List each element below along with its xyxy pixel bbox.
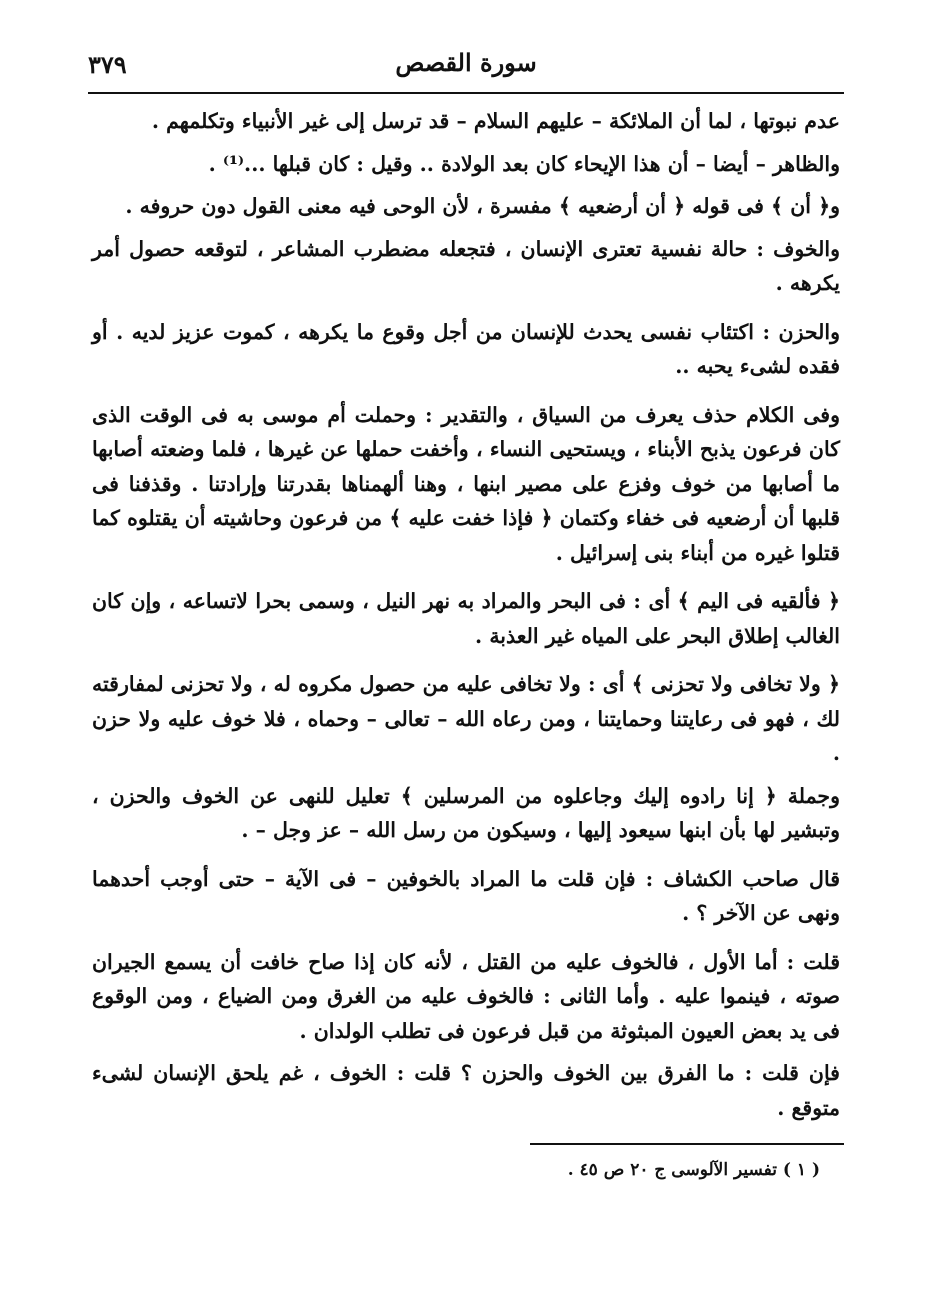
paragraph: عدم نبوتها ، لما أن الملائكة – عليهم السلام – قد ترسل إلى غير الأنبياء وتكلمهم . — [151, 109, 840, 133]
paragraph: وفى الكلام حذف يعرف من السياق ، والتقدير : وحملت أم موسى به فى الوقت الذى كان فرعون يذبح الأبناء ، ويستحيى النساء ، وأخفت حملها عن غيرها ، فلما وضعته أصابها ما أصابها من خوف وفزع على مصير ابنها ، وهنا ألهمناها بقدرتنا وإرادتنا . وقذفنا فى قلبها أن أرضعيه فى خفاء وكتمان ﴿ فإذا خفت عليه ﴾ من فرعون وحاشيته أن يقتلوه كما قتلوا غيره من أبناء بنى إسرائيل . — [92, 402, 840, 565]
paragraph: و﴿ أن ﴾ فى قوله ﴿ أن أرضعيه ﴾ مفسرة ، لأن الوحى فيه معنى القول دون حروفه . — [125, 194, 840, 218]
paragraph: ﴿ ولا تخافى ولا تحزنى ﴾ أى : ولا تخافى عليه من حصول مكروه له ، ولا تحزنى لمفارقته لك ، فهو فى رعايتنا وحمايتنا ، ومن رعاه الله – تعالى – وحماه ، فلا خوف عليه ولا حزن . — [92, 672, 840, 765]
header-divider — [88, 92, 844, 94]
paragraph: قلت : أما الأول ، فالخوف عليه من القتل ، لأنه كان إذا صاح خافت أن يسمع الجيران صوته ، فينموا عليه . وأما الثانى : فالخوف عليه من الغرق ومن الضياع ، ومن الوقوع فى يد بعض العيون المبثوثة من قبل فرعون فى تطلب الولدان . — [92, 949, 840, 1043]
paragraph: والظاهر – أيضا – أن هذا الإيحاء كان بعد الولادة .. وقيل : كان قبلها ...⁽¹⁾ . — [208, 151, 840, 176]
paragraph: ﴿ فألقيه فى اليم ﴾ أى : فى البحر والمراد به نهر النيل ، وسمى بحرا لاتساعه ، وإن كان الغالب إطلاق البحر على المياه غير العذبة . — [92, 589, 840, 648]
page-body — [92, 104, 840, 1133]
footnote-divider — [530, 1143, 844, 1145]
footnote: ( ١ ) تفسير الآلوسى ج ٢٠ ص ٤٥ . — [567, 1160, 820, 1180]
paragraph: وجملة ﴿ إنا رادوه إليك وجاعلوه من المرسلين ﴾ تعليل للنهى عن الخوف والحزن ، وتبشير لها بأن ابنها سيعود إليها ، وسيكون من رسل الله – عز وجل – . — [92, 783, 840, 842]
paragraph: فإن قلت : ما الفرق بين الخوف والحزن ؟ قلت : الخوف ، غم يلحق الإنسان لشىء متوقع . — [92, 1061, 840, 1120]
surah-title: سورة القصص — [395, 48, 537, 77]
page-header — [88, 44, 844, 84]
page-number: ٣٧٩ — [88, 50, 127, 79]
paragraph: والخوف : حالة نفسية تعترى الإنسان ، فتجعله مضطرب المشاعر ، لتوقعه حصول أمر يكرهه . — [92, 236, 840, 295]
paragraph: قال صاحب الكشاف : فإن قلت ما المراد بالخوفين – فى الآية – حتى أوجب أحدهما ونهى عن الآخر ؟ . — [92, 866, 840, 925]
paragraph: والحزن : اكتئاب نفسى يحدث للإنسان من أجل وقوع ما يكرهه ، كموت عزيز لديه . أو فقده لشىء يحبه .. — [92, 319, 840, 378]
